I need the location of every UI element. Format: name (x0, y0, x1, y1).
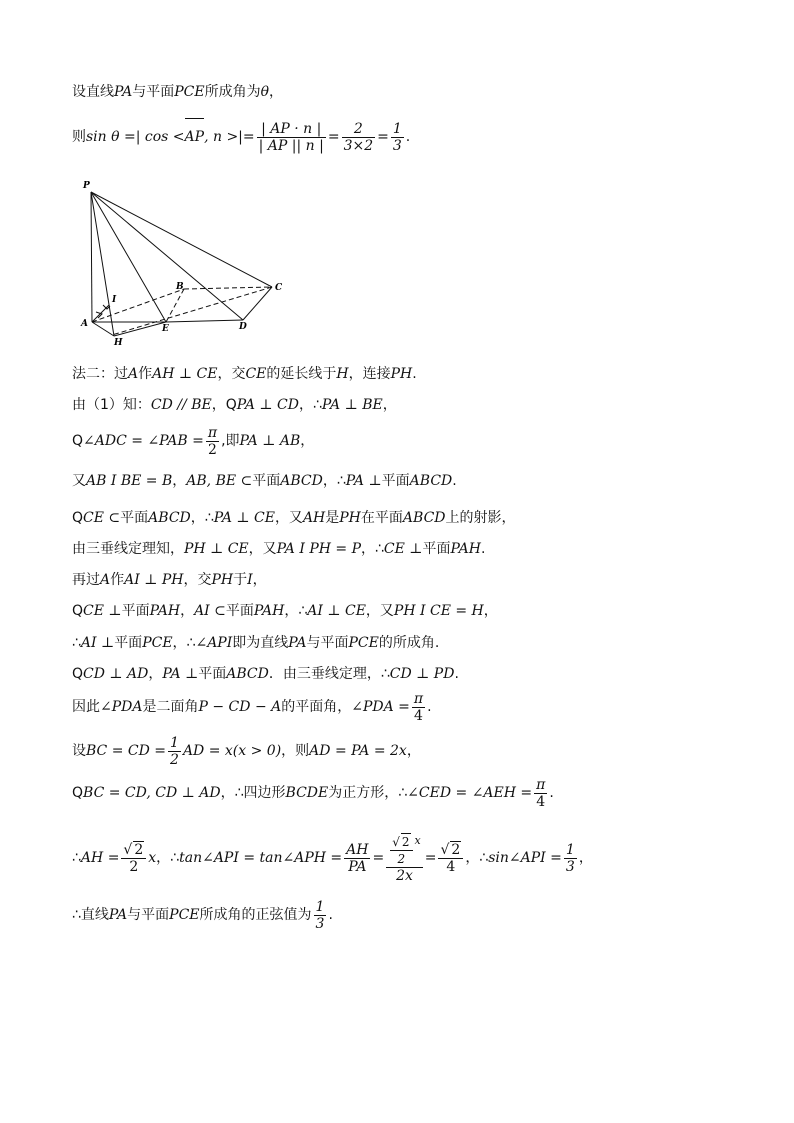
text: 与平面 (306, 635, 349, 651)
text: ，又 (274, 510, 303, 526)
math: CD ⊥ PD (389, 666, 455, 682)
fraction (314, 899, 327, 932)
variable-x: x (414, 833, 421, 847)
edge-be (166, 289, 184, 322)
denominator: 3 (315, 915, 325, 932)
math: AI ⊥ CE (307, 603, 366, 619)
text: 平面 (252, 473, 281, 489)
line-8 (72, 539, 485, 559)
math: I (247, 572, 253, 588)
text: 平面 (114, 635, 143, 651)
text: 平面 (381, 473, 410, 489)
math: ABCD (402, 510, 446, 526)
line-6 (72, 471, 457, 491)
math: CD ⊥ AD (83, 666, 149, 682)
math: ABCD (280, 473, 323, 489)
math: CE ⊥ (83, 603, 122, 619)
math: PA ⊥ (162, 666, 199, 682)
text: = (424, 850, 437, 866)
text: 即为直线 (232, 635, 289, 651)
text: ，∴ (190, 510, 214, 526)
label-h: H (114, 338, 123, 348)
text: ，∴ (284, 603, 308, 619)
text: 再过 (72, 572, 100, 588)
edge-ah (92, 322, 114, 336)
text: ，∴ (298, 397, 322, 413)
fraction (257, 121, 326, 154)
text: Q (72, 603, 84, 619)
text: ， (406, 743, 421, 759)
fraction (438, 841, 463, 875)
line-1 (72, 82, 283, 102)
math: A (100, 572, 111, 588)
math: PA ⊥ (345, 473, 382, 489)
math: AH ⊥ CE (152, 366, 218, 382)
text: ， (578, 850, 593, 866)
math: PH ⊥ CE (184, 541, 249, 557)
line-4 (72, 395, 397, 415)
math: CD // BE (150, 397, 212, 413)
text: ，∴ (220, 785, 244, 801)
text: ，交 (183, 572, 212, 588)
math: PA I PH = P (276, 541, 361, 557)
math: ABCD (409, 473, 453, 489)
text: ∴ (72, 850, 81, 866)
text: 的延长线于 (266, 366, 337, 382)
text: 平面 (422, 541, 451, 557)
math: AH = (80, 850, 120, 866)
label-a: A (81, 319, 88, 329)
numerator: √ 2 (438, 841, 463, 859)
text: . (328, 907, 333, 923)
math: PH (390, 366, 413, 382)
math: θ (260, 84, 270, 100)
compound-fraction (386, 833, 423, 884)
fraction (342, 121, 376, 154)
math: AD = PA = 2x (309, 743, 407, 759)
text: 为正方形，∴ (328, 785, 408, 801)
math: PA (108, 907, 128, 923)
numerator: 1 (170, 734, 179, 751)
math: PCE (174, 84, 205, 100)
label-e: E (162, 324, 169, 334)
text: ， (269, 84, 284, 100)
denominator: PA (348, 858, 367, 875)
text: . (480, 541, 486, 557)
math: A (128, 366, 139, 382)
sqrt-radicand: 2 (401, 834, 410, 849)
text: . (427, 699, 432, 715)
math: PCE (169, 907, 200, 923)
math: AB, BE ⊂ (186, 473, 253, 489)
edge-ed (166, 320, 243, 322)
fraction (206, 425, 219, 458)
edge-bc (184, 287, 272, 289)
line-16 (72, 828, 593, 888)
line-15 (72, 776, 554, 810)
label-c: C (275, 283, 283, 293)
fraction (564, 842, 577, 875)
math: CE ⊂ (83, 510, 121, 526)
math: ∠ADC = ∠PAB = (83, 433, 204, 449)
text: Q (72, 433, 84, 449)
math: BC = CD = (86, 743, 167, 759)
text: ，Q (211, 397, 237, 413)
math: BCDE (285, 785, 329, 801)
line-10 (72, 601, 498, 621)
text: ，连接 (348, 366, 391, 382)
text: ,即 (221, 433, 240, 449)
numerator (386, 833, 423, 868)
text: 由三垂线定理知， (72, 541, 184, 557)
denominator: 4 (536, 793, 546, 810)
math: PA (288, 635, 307, 651)
text: = (377, 129, 389, 145)
fraction (412, 691, 425, 724)
math: ABCD (226, 666, 269, 682)
text: . (454, 666, 459, 682)
geometry-figure (76, 176, 288, 348)
text: = (372, 850, 385, 866)
text: 又 (72, 473, 86, 489)
fraction (534, 777, 547, 810)
denominator: 2x (396, 867, 413, 884)
text: 法二：过 (72, 366, 128, 382)
denominator: 2 (170, 751, 179, 768)
math: PCE (348, 635, 379, 651)
text: Q (72, 785, 84, 801)
text: . (549, 785, 554, 801)
text: ，∴ (465, 850, 489, 866)
line-11 (72, 633, 439, 653)
math: tan∠API = tan∠APH = (179, 850, 343, 866)
text: 因此 (72, 699, 100, 715)
text: ， (148, 666, 163, 682)
text: 与平面 (132, 84, 175, 100)
math: PH (339, 510, 361, 526)
text: = (327, 129, 340, 145)
math: , n >|= (204, 129, 255, 145)
text: 是二面角 (142, 699, 199, 715)
denominator: 2 (208, 441, 217, 458)
text: . (412, 366, 417, 382)
line-9 (72, 570, 267, 590)
label-i: I (112, 295, 117, 305)
fraction (344, 842, 370, 875)
inner-numerator: √ 2 (390, 833, 412, 851)
denominator: 4 (414, 707, 423, 724)
math: AH (302, 510, 326, 526)
math: BC = CD, CD ⊥ AD (83, 785, 221, 801)
math: PCE (142, 635, 173, 651)
math: CE (245, 366, 267, 382)
math: PA (114, 84, 133, 100)
text: 作 (110, 572, 125, 588)
numerator: √ 2 (121, 841, 146, 859)
text: 于 (233, 572, 248, 588)
text: Q (72, 666, 84, 682)
inner-denominator: 2 (397, 851, 406, 866)
denominator: 4 (446, 859, 456, 875)
text: ， (382, 397, 397, 413)
line-7 (72, 508, 516, 528)
inner-fraction (390, 833, 412, 867)
text: ，∴ (322, 473, 346, 489)
text: 则 (72, 129, 86, 145)
sqrt-radicand: 2 (134, 842, 144, 858)
vector-ap: AP (185, 118, 205, 155)
text: ，又 (365, 603, 394, 619)
fraction (168, 735, 181, 768)
fraction (391, 121, 404, 154)
math: x (148, 850, 157, 866)
edge-ph (91, 192, 114, 336)
text: ， (180, 603, 195, 619)
math: ABCD (148, 510, 191, 526)
text: 在平面 (360, 510, 403, 526)
math: H (336, 366, 349, 382)
label-p: P (83, 181, 90, 191)
text: 平面 (225, 603, 254, 619)
text: ，则 (281, 743, 310, 759)
text: ∴ (72, 635, 81, 651)
text: ， (252, 572, 267, 588)
text: ， (172, 473, 187, 489)
edge-he (114, 322, 166, 336)
edge-dc (243, 287, 272, 320)
line-12 (72, 664, 459, 684)
text: 作 (138, 366, 153, 382)
text: 是 (325, 510, 340, 526)
denominator: | AP || n | (258, 137, 324, 154)
text: 所成角的正弦值为 (199, 907, 312, 923)
math: PA ⊥ AB (239, 433, 301, 449)
math: PAH (450, 541, 481, 557)
label-b: B (176, 282, 184, 292)
numerator: π (413, 690, 424, 707)
denominator: 2 (129, 859, 139, 875)
text: 平面 (120, 510, 149, 526)
line-17 (72, 898, 333, 932)
numerator: 1 (565, 841, 575, 858)
text: ，∴ (156, 850, 180, 866)
math: AD = x(x > 0) (182, 743, 282, 759)
text: 与平面 (127, 907, 170, 923)
math: ∠API (195, 635, 233, 651)
text: 所成角为 (204, 84, 261, 100)
denominator: 3 (392, 137, 402, 154)
math: AI ⊂ (194, 603, 226, 619)
math: PA ⊥ CE (213, 510, 275, 526)
math: ∠PDA (100, 699, 143, 715)
text: . (452, 473, 457, 489)
text: 平面 (121, 603, 150, 619)
denominator: 3 (565, 858, 575, 875)
numerator: 2 (342, 121, 376, 138)
text: 的所成角. (378, 635, 440, 651)
numerator: 1 (315, 898, 325, 915)
text: . (405, 129, 411, 145)
math: sin θ =| cos < (86, 129, 185, 145)
text: 平面 (198, 666, 227, 682)
text: ．由三垂线定理，∴ (268, 666, 390, 682)
text: ∴ (72, 907, 81, 923)
numerator: | AP · n | (257, 121, 326, 138)
math: ∠CED = ∠AEH = (407, 785, 533, 801)
text: 上的射影， (445, 510, 516, 526)
line-2 (72, 118, 410, 155)
line-14 (72, 734, 421, 768)
math: ∠PDA = (351, 699, 410, 715)
math: AB I BE = B (86, 473, 173, 489)
text: 四边形 (243, 785, 286, 801)
text: 直线 (80, 907, 109, 923)
math: PA ⊥ CD (236, 397, 299, 413)
math: PA ⊥ BE (321, 397, 383, 413)
numerator: 1 (392, 120, 402, 137)
line-3 (72, 364, 417, 384)
math: AI ⊥ PH (124, 572, 184, 588)
math: CE ⊥ (383, 541, 423, 557)
text: Q (72, 510, 84, 526)
numerator: π (536, 776, 546, 793)
numerator: AH (346, 841, 369, 858)
math: PAH (149, 603, 181, 619)
text: 设 (72, 743, 86, 759)
text: ， (483, 603, 498, 619)
numerator: π (207, 424, 218, 441)
line-5 (72, 424, 314, 458)
math: sin∠API = (488, 850, 562, 866)
math: PH (211, 572, 234, 588)
sqrt-radicand: 2 (451, 842, 461, 858)
text: 的平面角， (281, 699, 352, 715)
label-d: D (239, 322, 247, 332)
edge-pa (91, 192, 92, 322)
text: ，交 (217, 366, 246, 382)
text: 设直线 (72, 84, 114, 100)
text: ，∴ (172, 635, 196, 651)
math: P − CD − A (198, 699, 282, 715)
math: PH I CE = H (393, 603, 484, 619)
math: PAH (253, 603, 285, 619)
denominator: 3×2 (343, 137, 374, 154)
math: AI ⊥ (80, 635, 115, 651)
fraction (121, 841, 146, 875)
edge-ce-extended (112, 287, 272, 335)
text: 由（1）知： (72, 397, 151, 413)
text: ， (300, 433, 315, 449)
text: ，又 (248, 541, 277, 557)
text: ，∴ (361, 541, 384, 557)
line-13 (72, 690, 432, 724)
